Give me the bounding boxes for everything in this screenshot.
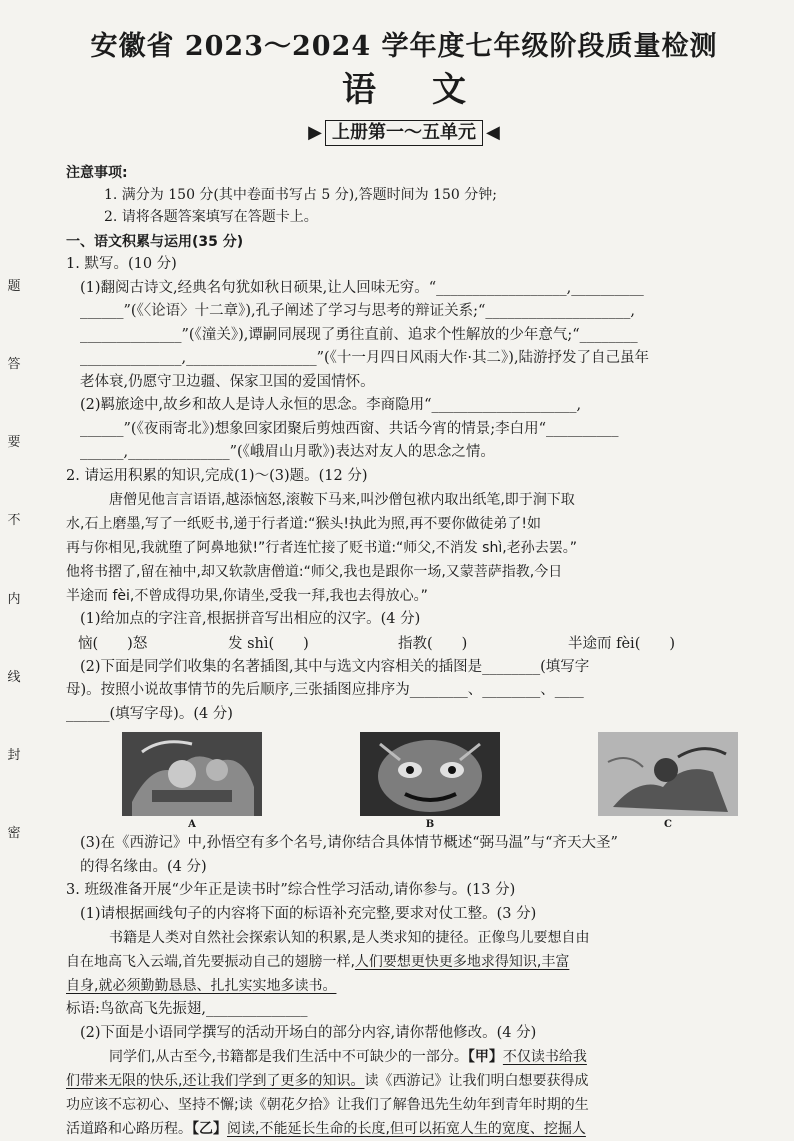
passage (66, 488, 742, 608)
side-label: 密 (7, 825, 21, 841)
slogan-line: 标语:鸟欲高飞先振翅,______________ (66, 1001, 308, 1017)
question-title: 2. 请运用积累的知识,完成(1)～(3)题。(12 分) (66, 467, 368, 484)
question-line: ______”(《〈论语〉十二章》),孔子阐述了学习与思考的辩证关系;“____________________, (80, 303, 635, 319)
side-label: 封 (7, 747, 21, 763)
exam-scope: 上册第一～五单元 (325, 120, 483, 146)
question-line: 母)。按照小说故事情节的先后顺序,三张插图应排序为________、________、____ (66, 682, 584, 698)
question-2 (66, 465, 742, 880)
passage-line: 再与你相见,我就堕了阿鼻地狱!”行者连忙接了贬书道:“师父,不消发 shì,老孙去罢。” (66, 540, 577, 556)
question-title: 3. 班级准备开展“少年正是读书时”综合性学习活动,请你参与。(13 分) (66, 882, 516, 898)
side-label: 答 (7, 357, 21, 373)
passage-line (66, 1069, 742, 1093)
passage-line (66, 950, 742, 974)
passage-line (66, 974, 742, 998)
question-3 (66, 879, 742, 1141)
figure-label: A (188, 819, 196, 830)
passage-text: 同学们,从古至今,书籍都是我们生活中不可缺少的一部分。 (109, 1049, 468, 1065)
pinyin-item: 半途而 fèi( ) (568, 635, 676, 652)
exam-scope-banner (66, 120, 742, 150)
side-label: 内 (7, 591, 21, 607)
question-line: 老体衰,仍愿守卫边疆、保家卫国的爱国情怀。 (80, 373, 375, 390)
side-label: 不 (7, 513, 21, 529)
pinyin-items (66, 632, 742, 656)
figure-label: C (664, 819, 672, 830)
passage (66, 926, 742, 998)
illustration-row (66, 726, 742, 832)
exam-subject: 语文 (342, 70, 522, 110)
triangle-left-icon: ◀ (486, 122, 500, 143)
passage-text: 活道路和心路历程。 (66, 1121, 192, 1137)
exam-page (66, 30, 742, 1137)
note-item: 2. 请将各题答案填写在答题卡上。 (104, 209, 318, 225)
mark-yi: 【乙】 (192, 1121, 227, 1137)
pinyin-item: 指教( ) (398, 635, 468, 652)
passage-line: 水,石上磨墨,写了一纸贬书,递于行者道:“猴头!执此为照,再不要你做徒弟了!如 (66, 516, 541, 532)
illustration-a (122, 732, 262, 832)
passage-line (66, 1117, 742, 1141)
illustration-a-icon (122, 732, 262, 816)
passage-text: 自在地高飞入云端,首先要振动自己的翅膀一样, (66, 954, 355, 970)
exam-title: 安徽省 2023～2024 学年度七年级阶段质量检测 (90, 31, 718, 62)
note-item: 1. 满分为 150 分(其中卷面书写占 5 分),答题时间为 150 分钟; (104, 187, 497, 203)
passage-line: 他将书摺了,留在袖中,却又软款唐僧道:“师父,我也是跟你一场,又蒙菩萨指教,今日 (66, 564, 563, 580)
underlined-sentence: 阅读,不能延长生命的长度,但可以拓宽人生的宽度、挖掘人 (227, 1121, 586, 1137)
figure-label: B (425, 819, 435, 830)
question-line: ______________”(《潼关》),谭嗣同展现了勇往直前、追求个性解放的少年意气;“________ (80, 326, 638, 343)
illustration-c-icon (598, 732, 738, 816)
question-line: (2)下面是同学们收集的名著插图,其中与选文内容相关的插图是________(填写字 (80, 658, 590, 675)
passage-text: 读《西游记》让我们明白想要获得成 (364, 1073, 589, 1089)
pinyin-item: 发 shì( ) (228, 635, 309, 652)
illustration-b-icon (360, 732, 500, 816)
underlined-sentence: 自身,就必须勤勤恳恳、扎扎实实地多读书。 (66, 978, 337, 994)
passage-line: 半途而 fèi,不曾成得功果,你请坐,受我一拜,我也去得放心。” (66, 588, 428, 604)
passage-line: 功应该不忘初心、坚持不懈;读《朝花夕拾》让我们了解鲁迅先生幼年到青年时期的生 (66, 1097, 589, 1113)
question-line: (2)下面是小语同学撰写的活动开场白的部分内容,请你帮他修改。(4 分) (80, 1024, 537, 1041)
underlined-sentence: 不仅读书给我 (502, 1049, 587, 1065)
side-label: 题 (7, 279, 21, 294)
question-line: 的得名缘由。(4 分) (80, 858, 207, 875)
question-line: (2)羁旅途中,故乡和故人是诗人永恒的思念。李商隐用“____________________, (80, 397, 582, 413)
triangle-right-icon: ▶ (308, 122, 322, 143)
illustration-b (360, 732, 500, 832)
question-line: (3)在《西游记》中,孙悟空有多个名号,请你结合具体情节概述“弼马温”与“齐天大圣” (80, 835, 618, 851)
question-title: 1. 默写。(10 分) (66, 256, 177, 272)
underlined-sentence: 们带来无限的快乐,还让我们学到了更多的知识。 (66, 1073, 365, 1089)
passage-line: 书籍是人类对自然社会探索认知的积累,是人类求知的捷径。正像鸟儿要想自由 (109, 930, 590, 946)
question-line: ______,______________”(《峨眉山月歌》)表达对友人的思念之情。 (80, 444, 495, 460)
binding-margin-labels (2, 280, 26, 840)
question-line: (1)给加点的字注音,根据拼音写出相应的汉字。(4 分) (80, 611, 421, 627)
mark-jia: 【甲】 (467, 1049, 503, 1065)
side-label: 要 (7, 435, 21, 451)
passage-line: 唐僧见他言言语语,越添恼怒,滚鞍下马来,叫沙僧包袱内取出纸笔,即于涧下取 (109, 492, 575, 508)
illustration-c (598, 732, 738, 832)
question-line: (1)请根据画线句子的内容将下面的标语补充完整,要求对仗工整。(3 分) (80, 905, 537, 922)
part-heading: 一、语文积累与运用(35 分) (66, 234, 244, 250)
question-line: ______________,__________________”(《十一月四日风雨大作·其二》),陆游抒发了自己虽年 (80, 350, 650, 366)
question-line: ______”(《夜雨寄北》)想象回家团聚后剪烛西窗、共话今宵的情景;李白用“__________ (80, 420, 619, 437)
passage-line (66, 1045, 742, 1069)
side-label: 线 (7, 669, 21, 685)
question-line: ______(填写字母)。(4 分) (66, 705, 233, 722)
passage (66, 1045, 742, 1141)
underlined-sentence: 人们要想更快更多地求得知识,丰富 (354, 954, 570, 970)
question-1 (66, 253, 742, 465)
pinyin-item: 恼( )怒 (78, 635, 148, 652)
question-line: (1)翻阅古诗文,经典名句犹如秋日硕果,让人回味无穷。“__________________,__________ (80, 279, 644, 296)
notes-heading: 注意事项: (66, 165, 128, 181)
